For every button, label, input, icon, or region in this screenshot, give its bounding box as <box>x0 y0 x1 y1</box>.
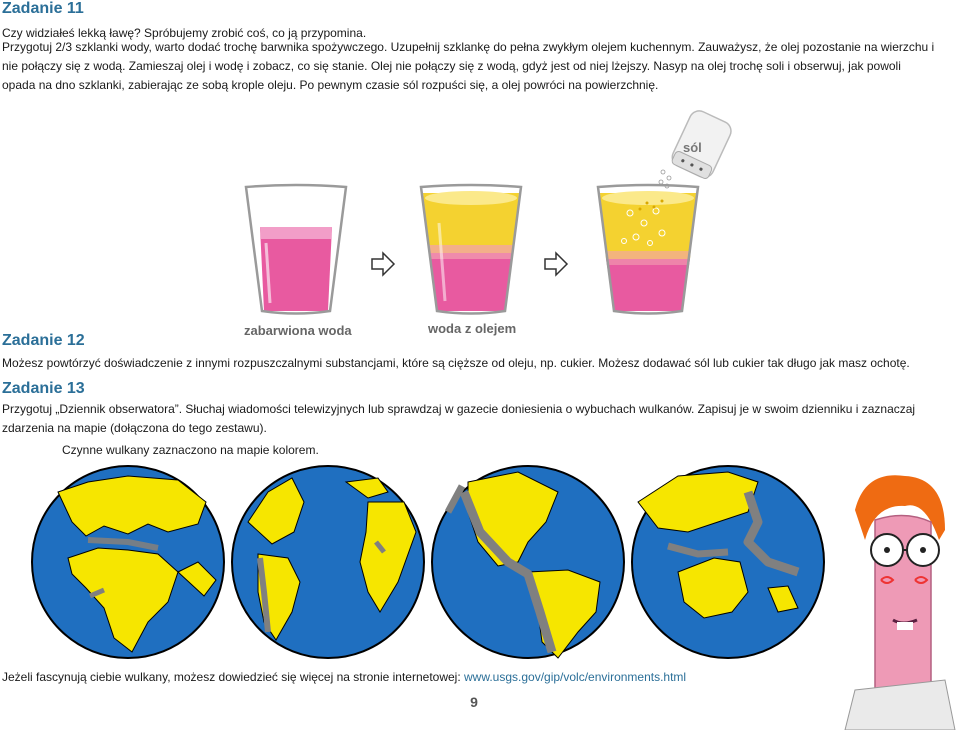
task-13-title: Zadanie 13 <box>2 380 85 397</box>
globe-pacific-americas <box>428 462 628 662</box>
task-11-intro: Czy widziałeś lekką ławę? Spróbujemy zrobić coś, co ją przypomina. <box>2 26 367 40</box>
globe-atlantic <box>228 462 428 662</box>
globe-asia-australia <box>628 462 828 662</box>
footer-text-lead: Jeżeli fascynują ciebie wulkany, możesz dowiedzieć się więcej na stronie internetowej: <box>2 670 464 684</box>
task-13-text: Przygotuj „Dziennik obserwatora”. Słuchaj wiadomości telewizyjnych lub sprawdzaj w gazecie doniesienia o wybuchach wulkanów. Zapisuj je w swoim dzienniku i zaznaczaj zdarzenia na mapie (dołączona do tego zestawu). <box>2 402 916 435</box>
globe-europe-africa <box>28 462 228 662</box>
glass-colored-water <box>240 183 352 318</box>
usgs-link[interactable]: www.usgs.gov/gip/volc/environments.html <box>464 670 687 684</box>
glass-2-label: woda z olejem <box>428 321 517 336</box>
scientist-character-illustration <box>835 470 960 730</box>
task-11-instructions: Przygotuj 2/3 szklanki wody, warto dodać trochę barwnika spożywczego. Uzupełnij szklankę do pełna zwykłym olejem kuchennym. Zauważysz, że olej pozostanie na wierzchu i nie połączy się z wodą. Zamieszaj olej i wodę i zobacz, co się stanie. Olej nie połączy się z wodą, gdyż jest od niej lżejszy. Nasyp na olej trochę soli i obserwuj, jak powoli opada na dno szklanki, zabierając ze sobą krople oleju. Po pewnym czasie sól rozpuści się, a olej powróci na powierzchnię. <box>2 40 935 92</box>
footer-text <box>2 668 686 687</box>
page-number: 9 <box>470 694 478 710</box>
glass-oil-with-salt <box>592 183 704 318</box>
salt-label: sól <box>683 140 702 155</box>
arrow-right-icon <box>543 251 569 277</box>
map-caption: Czynne wulkany zaznaczono na mapie kolorem. <box>62 443 319 457</box>
task-11-title: Zadanie 11 <box>2 0 84 17</box>
task-12-title: Zadanie 12 <box>2 332 85 349</box>
glass-1-label: zabarwiona woda <box>244 323 352 338</box>
task-12-text: Możesz powtórzyć doświadczenie z innymi rozpuszczalnymi substancjami, które są cięższe od oleju, np. cukier. Możesz dodawać sól lub cukier tak długo jak masz ochotę. <box>2 356 910 370</box>
glass-water-with-oil <box>415 183 527 318</box>
arrow-right-icon <box>370 251 396 277</box>
